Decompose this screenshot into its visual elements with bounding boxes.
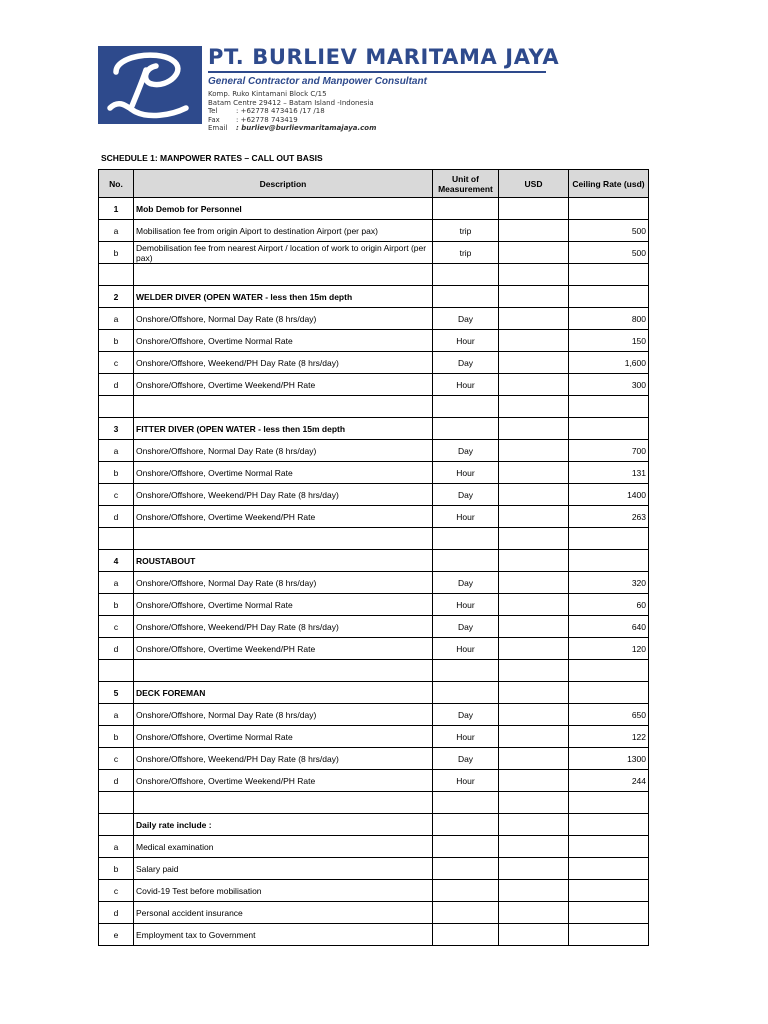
row-unit: Day [433, 616, 499, 638]
table-row [99, 308, 649, 330]
table-row [99, 682, 649, 704]
company-tagline: General Contractor and Manpower Consultant [208, 76, 427, 87]
table-row [99, 286, 649, 308]
row-unit: Day [433, 704, 499, 726]
row-description: Covid-19 Test before mobilisation [134, 880, 433, 902]
row-number: b [99, 242, 134, 264]
row-unit [433, 858, 499, 880]
address-line-1: Komp. Ruko Kintamani Block C/15 [208, 90, 327, 98]
row-number: b [99, 594, 134, 616]
row-usd [499, 638, 569, 660]
row-usd [499, 352, 569, 374]
table-row [99, 594, 649, 616]
row-description: ROUSTABOUT [134, 550, 433, 572]
row-number: 4 [99, 550, 134, 572]
row-number: d [99, 638, 134, 660]
email-value[interactable]: : burliev@burlievmaritamajaya.com [236, 124, 377, 133]
table-row [99, 418, 649, 440]
row-unit: Day [433, 308, 499, 330]
email-row [208, 124, 548, 133]
row-ceiling-rate: 640 [569, 616, 649, 638]
row-ceiling-rate: 300 [569, 374, 649, 396]
row-description [134, 528, 433, 550]
table-row [99, 770, 649, 792]
row-unit [433, 682, 499, 704]
row-number: b [99, 462, 134, 484]
row-description [134, 264, 433, 286]
row-description: Onshore/Offshore, Overtime Normal Rate [134, 594, 433, 616]
row-usd [499, 660, 569, 682]
row-unit: Hour [433, 726, 499, 748]
fax-label: Fax [208, 115, 220, 124]
row-usd [499, 814, 569, 836]
table-row [99, 638, 649, 660]
row-number: a [99, 572, 134, 594]
row-unit: Hour [433, 770, 499, 792]
row-usd [499, 924, 569, 946]
table-row [99, 374, 649, 396]
row-number: b [99, 726, 134, 748]
table-row [99, 264, 649, 286]
row-description: Onshore/Offshore, Overtime Weekend/PH Rate [134, 374, 433, 396]
address-line-2: Batam Centre 29412 – Batam Island -Indonesia [208, 98, 374, 107]
row-number: c [99, 484, 134, 506]
row-description [134, 660, 433, 682]
row-number: a [99, 836, 134, 858]
row-ceiling-rate: 131 [569, 462, 649, 484]
row-description: Onshore/Offshore, Weekend/PH Day Rate (8 hrs/day) [134, 484, 433, 506]
header-no: No. [99, 170, 134, 198]
row-ceiling-rate [569, 198, 649, 220]
row-unit: Hour [433, 462, 499, 484]
table-row [99, 704, 649, 726]
row-usd [499, 506, 569, 528]
row-unit [433, 198, 499, 220]
row-usd [499, 704, 569, 726]
row-ceiling-rate: 650 [569, 704, 649, 726]
row-description: Onshore/Offshore, Normal Day Rate (8 hrs/day) [134, 440, 433, 462]
row-usd [499, 528, 569, 550]
row-description: Onshore/Offshore, Overtime Normal Rate [134, 330, 433, 352]
row-number [99, 660, 134, 682]
table-row [99, 616, 649, 638]
row-unit: Hour [433, 374, 499, 396]
row-unit: Hour [433, 638, 499, 660]
company-name: PT. BURLIEV MARITAMA JAYA [208, 45, 560, 69]
table-row [99, 858, 649, 880]
row-unit: Hour [433, 594, 499, 616]
row-unit [433, 814, 499, 836]
table-row [99, 902, 649, 924]
row-ceiling-rate: 800 [569, 308, 649, 330]
row-ceiling-rate: 150 [569, 330, 649, 352]
row-ceiling-rate: 122 [569, 726, 649, 748]
fax-row [208, 116, 548, 125]
row-ceiling-rate [569, 264, 649, 286]
row-ceiling-rate [569, 836, 649, 858]
row-unit [433, 286, 499, 308]
row-description: Onshore/Offshore, Normal Day Rate (8 hrs/day) [134, 704, 433, 726]
row-ceiling-rate: 700 [569, 440, 649, 462]
row-ceiling-rate [569, 396, 649, 418]
row-usd [499, 220, 569, 242]
row-number: e [99, 924, 134, 946]
row-ceiling-rate [569, 880, 649, 902]
row-description [134, 792, 433, 814]
table-row [99, 440, 649, 462]
tel-label: Tel [208, 107, 218, 116]
row-usd [499, 836, 569, 858]
row-number: c [99, 748, 134, 770]
row-unit [433, 264, 499, 286]
row-usd [499, 726, 569, 748]
row-usd [499, 770, 569, 792]
fax-value: : +62778 743419 [236, 115, 298, 124]
table-row [99, 572, 649, 594]
row-number: b [99, 858, 134, 880]
row-description: Mobilisation fee from origin Aiport to destination Airport (per pax) [134, 220, 433, 242]
row-description: DECK FOREMAN [134, 682, 433, 704]
row-number: b [99, 330, 134, 352]
row-description: Medical examination [134, 836, 433, 858]
row-number: 1 [99, 198, 134, 220]
company-address [208, 90, 548, 133]
email-label: Email [208, 124, 228, 133]
row-usd [499, 242, 569, 264]
row-description: Personal accident insurance [134, 902, 433, 924]
row-usd [499, 880, 569, 902]
tel-value: : +62778 473416 /17 /18 [236, 107, 325, 116]
table-row [99, 748, 649, 770]
header-usd: USD [499, 170, 569, 198]
company-logo [98, 46, 202, 124]
row-number: d [99, 374, 134, 396]
row-ceiling-rate [569, 550, 649, 572]
table-row [99, 550, 649, 572]
row-description: Demobilisation fee from nearest Airport / location of work to origin Airport (per pax) [134, 242, 433, 264]
row-ceiling-rate [569, 418, 649, 440]
row-description: Onshore/Offshore, Weekend/PH Day Rate (8 hrs/day) [134, 616, 433, 638]
header-ceiling-rate: Ceiling Rate (usd) [569, 170, 649, 198]
row-unit [433, 880, 499, 902]
row-ceiling-rate: 1,600 [569, 352, 649, 374]
schedule-title: SCHEDULE 1: MANPOWER RATES – CALL OUT BASIS [101, 153, 323, 163]
table-row [99, 396, 649, 418]
row-description: Onshore/Offshore, Overtime Normal Rate [134, 726, 433, 748]
row-number: a [99, 440, 134, 462]
row-unit [433, 418, 499, 440]
row-ceiling-rate: 60 [569, 594, 649, 616]
row-description: Onshore/Offshore, Normal Day Rate (8 hrs/day) [134, 572, 433, 594]
row-unit [433, 792, 499, 814]
row-ceiling-rate [569, 858, 649, 880]
table-row [99, 462, 649, 484]
row-number: d [99, 506, 134, 528]
row-number [99, 528, 134, 550]
table-row [99, 242, 649, 264]
row-description: WELDER DIVER (OPEN WATER - less then 15m depth [134, 286, 433, 308]
table-row [99, 484, 649, 506]
header-description: Description [134, 170, 433, 198]
row-usd [499, 682, 569, 704]
row-number [99, 396, 134, 418]
table-row [99, 220, 649, 242]
row-description: Onshore/Offshore, Overtime Weekend/PH Rate [134, 638, 433, 660]
row-number: d [99, 902, 134, 924]
row-usd [499, 264, 569, 286]
row-usd [499, 858, 569, 880]
table-row [99, 506, 649, 528]
row-unit: trip [433, 242, 499, 264]
row-description: Employment tax to Government [134, 924, 433, 946]
row-usd [499, 902, 569, 924]
row-number: a [99, 308, 134, 330]
table-row [99, 792, 649, 814]
row-usd [499, 198, 569, 220]
table-row [99, 814, 649, 836]
row-unit [433, 902, 499, 924]
row-ceiling-rate [569, 814, 649, 836]
header-unit: Unit of Measurement [433, 170, 499, 198]
row-number: c [99, 352, 134, 374]
row-number [99, 792, 134, 814]
row-usd [499, 462, 569, 484]
row-ceiling-rate: 320 [569, 572, 649, 594]
row-unit [433, 396, 499, 418]
row-unit: Day [433, 572, 499, 594]
table-row [99, 528, 649, 550]
row-ceiling-rate [569, 792, 649, 814]
row-unit: Day [433, 748, 499, 770]
table-row [99, 726, 649, 748]
row-description: Onshore/Offshore, Weekend/PH Day Rate (8 hrs/day) [134, 748, 433, 770]
row-number: c [99, 616, 134, 638]
row-number: 2 [99, 286, 134, 308]
row-usd [499, 330, 569, 352]
row-description: Salary paid [134, 858, 433, 880]
row-usd [499, 616, 569, 638]
row-ceiling-rate [569, 682, 649, 704]
row-unit [433, 924, 499, 946]
table-body [99, 198, 649, 946]
row-number: d [99, 770, 134, 792]
logo-l-script-icon [98, 46, 202, 124]
table-row [99, 660, 649, 682]
row-number [99, 264, 134, 286]
row-number [99, 814, 134, 836]
row-usd [499, 418, 569, 440]
row-number: 3 [99, 418, 134, 440]
row-usd [499, 594, 569, 616]
row-usd [499, 550, 569, 572]
row-unit: Hour [433, 506, 499, 528]
row-usd [499, 286, 569, 308]
row-ceiling-rate: 500 [569, 242, 649, 264]
row-ceiling-rate [569, 902, 649, 924]
row-description: Onshore/Offshore, Weekend/PH Day Rate (8 hrs/day) [134, 352, 433, 374]
table-row [99, 836, 649, 858]
row-usd [499, 748, 569, 770]
row-ceiling-rate: 1400 [569, 484, 649, 506]
row-unit: Day [433, 440, 499, 462]
row-unit [433, 528, 499, 550]
row-unit: trip [433, 220, 499, 242]
table-header-row [99, 170, 649, 198]
table-row [99, 924, 649, 946]
row-usd [499, 792, 569, 814]
row-ceiling-rate: 120 [569, 638, 649, 660]
row-ceiling-rate [569, 660, 649, 682]
row-description: Mob Demob for Personnel [134, 198, 433, 220]
row-usd [499, 484, 569, 506]
row-number: 5 [99, 682, 134, 704]
row-number: c [99, 880, 134, 902]
manpower-rates-table [98, 169, 649, 946]
row-description: Onshore/Offshore, Normal Day Rate (8 hrs/day) [134, 308, 433, 330]
row-unit: Day [433, 484, 499, 506]
tel-row [208, 107, 548, 116]
table-row [99, 880, 649, 902]
table-row [99, 330, 649, 352]
row-ceiling-rate [569, 528, 649, 550]
row-usd [499, 396, 569, 418]
row-usd [499, 440, 569, 462]
row-number: a [99, 220, 134, 242]
header-rule [208, 71, 546, 73]
row-unit: Day [433, 352, 499, 374]
row-usd [499, 308, 569, 330]
row-description: Onshore/Offshore, Overtime Weekend/PH Rate [134, 506, 433, 528]
table-row [99, 198, 649, 220]
row-description: Daily rate include : [134, 814, 433, 836]
row-ceiling-rate: 244 [569, 770, 649, 792]
row-ceiling-rate [569, 924, 649, 946]
row-description [134, 396, 433, 418]
row-unit [433, 836, 499, 858]
table-row [99, 352, 649, 374]
row-description: FITTER DIVER (OPEN WATER - less then 15m depth [134, 418, 433, 440]
row-usd [499, 374, 569, 396]
row-usd [499, 572, 569, 594]
row-ceiling-rate: 500 [569, 220, 649, 242]
row-ceiling-rate: 1300 [569, 748, 649, 770]
row-description: Onshore/Offshore, Overtime Normal Rate [134, 462, 433, 484]
row-unit: Hour [433, 330, 499, 352]
row-unit [433, 660, 499, 682]
row-number: a [99, 704, 134, 726]
company-header [208, 44, 560, 133]
row-ceiling-rate [569, 286, 649, 308]
row-unit [433, 550, 499, 572]
row-ceiling-rate: 263 [569, 506, 649, 528]
row-description: Onshore/Offshore, Overtime Weekend/PH Rate [134, 770, 433, 792]
